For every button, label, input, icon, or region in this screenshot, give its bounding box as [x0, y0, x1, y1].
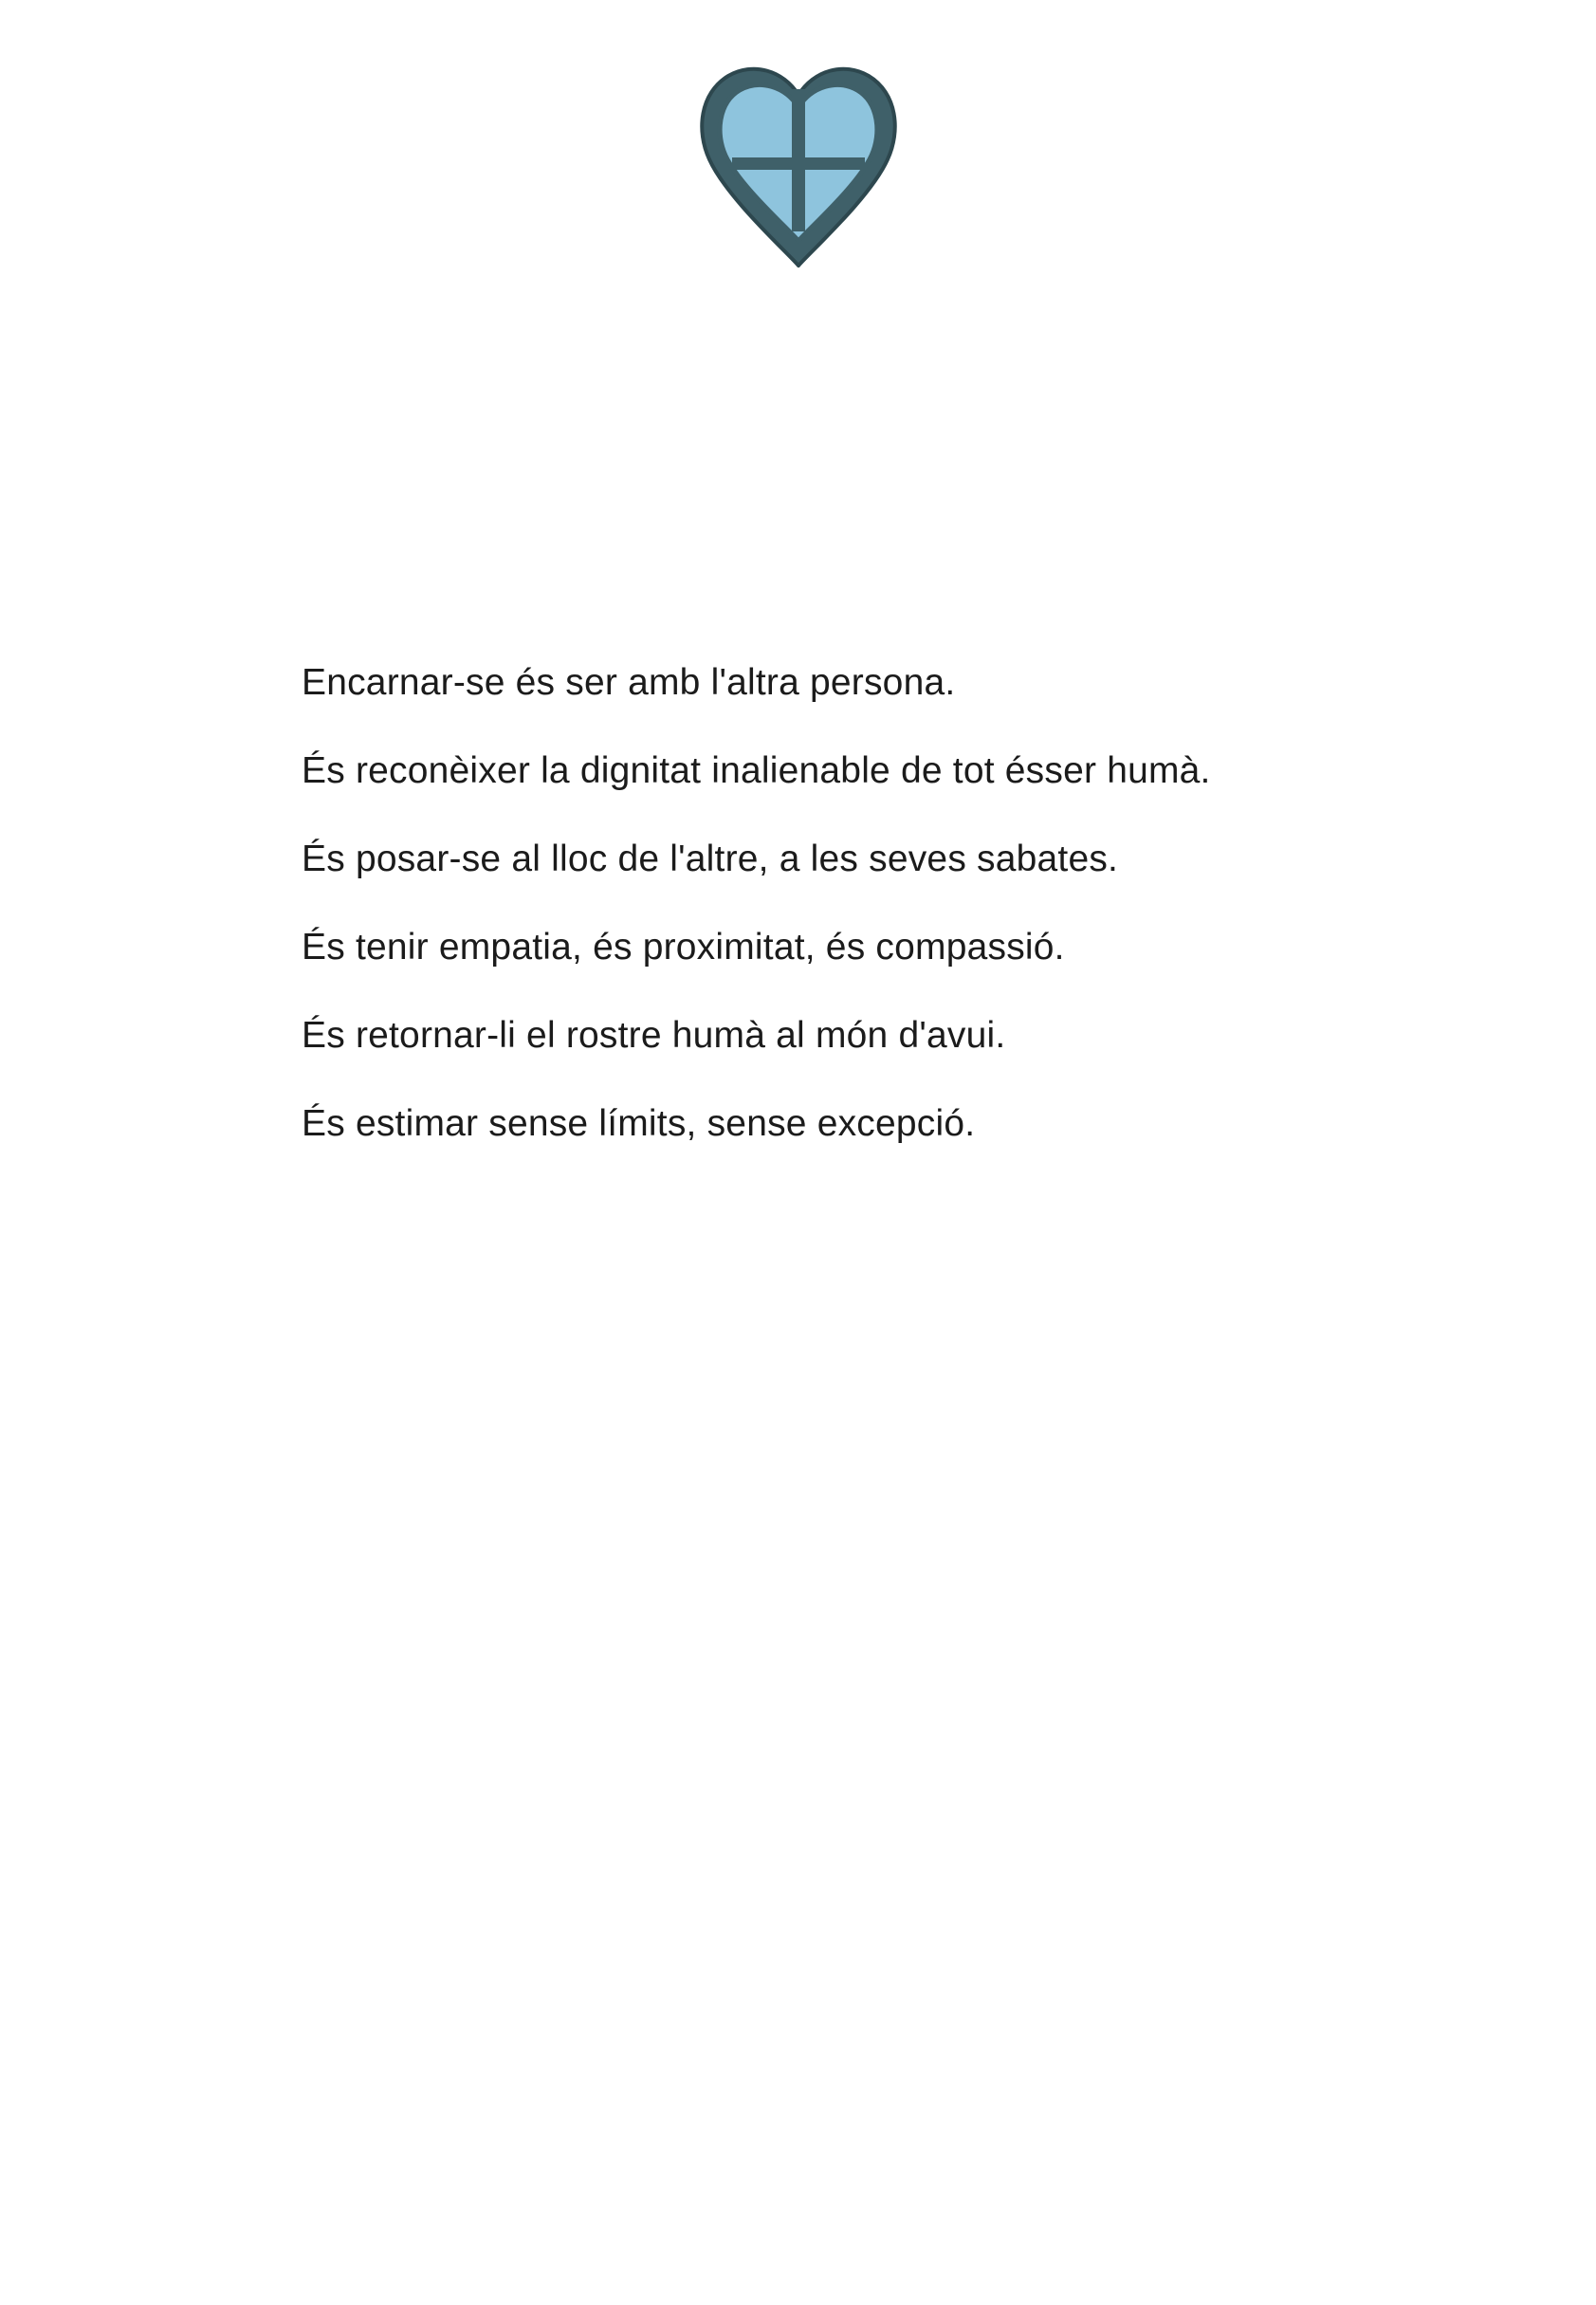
poem-line: Encarnar-se és ser amb l'altra persona. — [302, 662, 956, 703]
poem-line: És retornar-li el rostre humà al món d'avui. — [302, 1015, 1006, 1056]
heart-with-cross-icon — [694, 55, 903, 273]
poem-line: És estimar sense límits, sense excepció. — [302, 1103, 976, 1144]
poem-line: És reconèixer la dignitat inalienable de tot ésser humà. — [302, 750, 1211, 791]
poem-line: És tenir empatia, és proximitat, és compassió. — [302, 927, 1065, 968]
poem-text-block — [302, 664, 1364, 1142]
poem-line: És posar-se al lloc de l'altre, a les seves sabates. — [302, 839, 1119, 879]
